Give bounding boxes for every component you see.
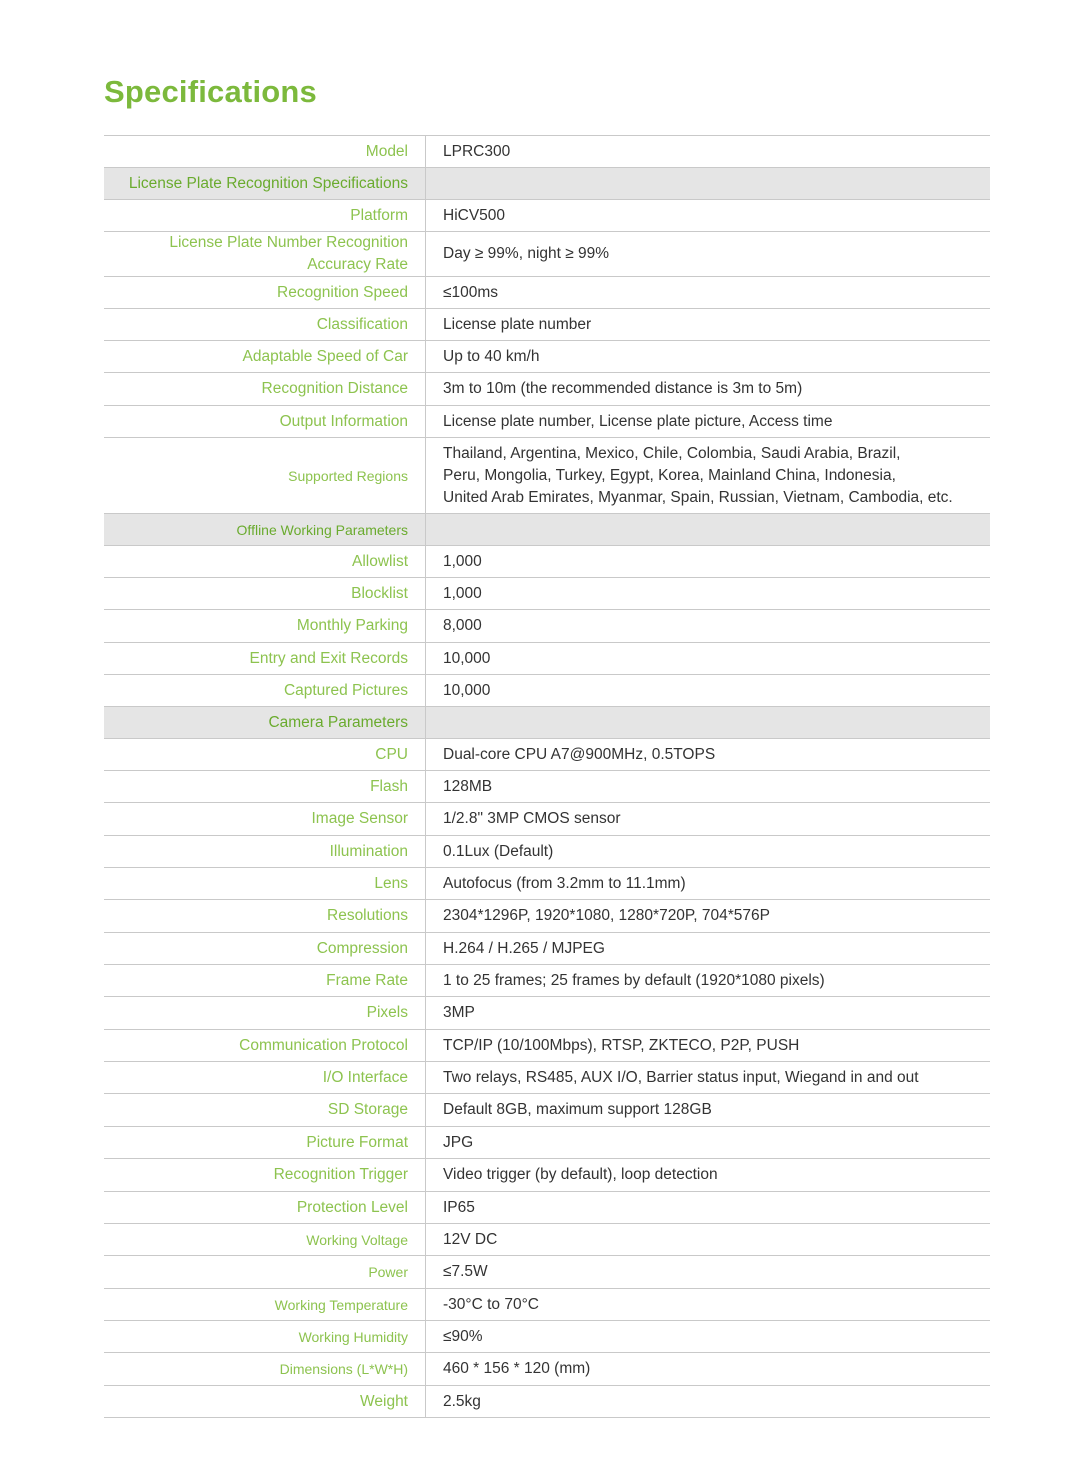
row-value: H.264 / H.265 / MJPEG <box>426 933 991 965</box>
table-row-model <box>104 136 990 168</box>
row-label: Classification <box>104 309 426 341</box>
row-label: Dimensions (L*W*H) <box>104 1353 426 1386</box>
row-value: Two relays, RS485, AUX I/O, Barrier status input, Wiegand in and out <box>426 1062 991 1094</box>
section-label: Camera Parameters <box>104 707 426 739</box>
row-label: Working Voltage <box>104 1224 426 1256</box>
row-value: ≤90% <box>426 1321 991 1353</box>
row-label <box>104 232 426 277</box>
row-label: Compression <box>104 933 426 965</box>
row-value: 10,000 <box>426 675 991 707</box>
row-label: Allowlist <box>104 546 426 578</box>
row-value: 8,000 <box>426 610 991 643</box>
row-label: Communication Protocol <box>104 1030 426 1062</box>
row-label: Resolutions <box>104 900 426 933</box>
table-row-working-temperature <box>104 1289 990 1321</box>
table-row-cpu <box>104 739 990 771</box>
table-row-platform <box>104 200 990 232</box>
row-label: SD Storage <box>104 1094 426 1127</box>
table-row-blocklist <box>104 578 990 610</box>
section-value <box>426 707 991 739</box>
row-value: 0.1Lux (Default) <box>426 836 991 868</box>
row-label: Monthly Parking <box>104 610 426 643</box>
row-label: CPU <box>104 739 426 771</box>
section-label: License Plate Recognition Specifications <box>104 168 426 200</box>
table-row-monthly-parking <box>104 610 990 643</box>
row-value: 2304*1296P, 1920*1080, 1280*720P, 704*576P <box>426 900 991 933</box>
row-value: 1,000 <box>426 578 991 610</box>
row-label: Working Humidity <box>104 1321 426 1353</box>
row-value: Up to 40 km/h <box>426 341 991 373</box>
section-value <box>426 168 991 200</box>
row-value <box>426 438 991 514</box>
value-line: United Arab Emirates, Myanmar, Spain, Russian, Vietnam, Cambodia, etc. <box>443 488 953 506</box>
row-value: 460 * 156 * 120 (mm) <box>426 1353 991 1386</box>
label-line: License Plate Number Recognition <box>169 234 408 251</box>
table-row-communication-protocol <box>104 1030 990 1062</box>
table-row-recognition-accuracy <box>104 232 990 277</box>
row-value: IP65 <box>426 1192 991 1224</box>
row-value: JPG <box>426 1127 991 1159</box>
row-value: Day ≥ 99%, night ≥ 99% <box>426 232 991 277</box>
table-row-entry-exit-records <box>104 643 990 675</box>
row-value: Dual-core CPU A7@900MHz, 0.5TOPS <box>426 739 991 771</box>
table-row-lens <box>104 868 990 900</box>
table-row-weight <box>104 1386 990 1418</box>
table-row-picture-format <box>104 1127 990 1159</box>
row-value: LPRC300 <box>426 136 991 168</box>
table-row-frame-rate <box>104 965 990 997</box>
table-row-working-humidity <box>104 1321 990 1353</box>
table-row-recognition-speed <box>104 277 990 309</box>
row-value: TCP/IP (10/100Mbps), RTSP, ZKTECO, P2P, PUSH <box>426 1030 991 1062</box>
section-value <box>426 514 991 546</box>
table-row-adaptable-speed <box>104 341 990 373</box>
value-line: Thailand, Argentina, Mexico, Chile, Colombia, Saudi Arabia, Brazil, <box>443 444 901 462</box>
row-label: Illumination <box>104 836 426 868</box>
row-label: Flash <box>104 771 426 803</box>
page-title: Specifications <box>104 74 317 109</box>
row-value: 1/2.8" 3MP CMOS sensor <box>426 803 991 836</box>
row-label: Recognition Trigger <box>104 1159 426 1192</box>
table-row-dimensions <box>104 1353 990 1386</box>
table-row-resolutions <box>104 900 990 933</box>
row-value: Video trigger (by default), loop detection <box>426 1159 991 1192</box>
row-label: Recognition Distance <box>104 373 426 406</box>
section-label: Offline Working Parameters <box>104 514 426 546</box>
table-row-flash <box>104 771 990 803</box>
row-label: Captured Pictures <box>104 675 426 707</box>
row-label: Blocklist <box>104 578 426 610</box>
row-value: Autofocus (from 3.2mm to 11.1mm) <box>426 868 991 900</box>
table-row-compression <box>104 933 990 965</box>
table-row-pixels <box>104 997 990 1030</box>
row-value: 1 to 25 frames; 25 frames by default (1920*1080 pixels) <box>426 965 991 997</box>
row-value: HiCV500 <box>426 200 991 232</box>
table-row-classification <box>104 309 990 341</box>
table-row-allowlist <box>104 546 990 578</box>
row-label: Adaptable Speed of Car <box>104 341 426 373</box>
row-label: Supported Regions <box>104 438 426 514</box>
table-row-power <box>104 1256 990 1289</box>
table-row-supported-regions <box>104 438 990 514</box>
table-row-working-voltage <box>104 1224 990 1256</box>
row-value: 10,000 <box>426 643 991 675</box>
table-row-recognition-trigger <box>104 1159 990 1192</box>
row-value: License plate number, License plate picture, Access time <box>426 406 991 438</box>
section-header-offline-working <box>104 514 990 546</box>
row-label: Picture Format <box>104 1127 426 1159</box>
row-label: Recognition Speed <box>104 277 426 309</box>
row-label: Working Temperature <box>104 1289 426 1321</box>
row-label: Frame Rate <box>104 965 426 997</box>
row-label: Platform <box>104 200 426 232</box>
row-value: 128MB <box>426 771 991 803</box>
table-row-output-information <box>104 406 990 438</box>
table-row-captured-pictures <box>104 675 990 707</box>
row-label: Power <box>104 1256 426 1289</box>
row-label: Entry and Exit Records <box>104 643 426 675</box>
row-value: -30°C to 70°C <box>426 1289 991 1321</box>
row-value: 3MP <box>426 997 991 1030</box>
table-row-image-sensor <box>104 803 990 836</box>
table-row-illumination <box>104 836 990 868</box>
row-value: License plate number <box>426 309 991 341</box>
row-label: Model <box>104 136 426 168</box>
row-value: Default 8GB, maximum support 128GB <box>426 1094 991 1127</box>
row-label: I/O Interface <box>104 1062 426 1094</box>
row-value: ≤7.5W <box>426 1256 991 1289</box>
section-header-camera-parameters <box>104 707 990 739</box>
section-header-license-plate-recognition <box>104 168 990 200</box>
row-value: ≤100ms <box>426 277 991 309</box>
specifications-table <box>104 135 990 1418</box>
table-row-io-interface <box>104 1062 990 1094</box>
row-label: Weight <box>104 1386 426 1418</box>
row-label: Lens <box>104 868 426 900</box>
table-row-protection-level <box>104 1192 990 1224</box>
row-label: Pixels <box>104 997 426 1030</box>
row-label: Protection Level <box>104 1192 426 1224</box>
value-line: Peru, Mongolia, Turkey, Egypt, Korea, Mainland China, Indonesia, <box>443 466 896 484</box>
table-row-recognition-distance <box>104 373 990 406</box>
row-value: 2.5kg <box>426 1386 991 1418</box>
row-label: Output Information <box>104 406 426 438</box>
row-label: Image Sensor <box>104 803 426 836</box>
label-line: Accuracy Rate <box>307 256 408 273</box>
row-value: 1,000 <box>426 546 991 578</box>
row-value: 12V DC <box>426 1224 991 1256</box>
table-row-sd-storage <box>104 1094 990 1127</box>
row-value: 3m to 10m (the recommended distance is 3m to 5m) <box>426 373 991 406</box>
